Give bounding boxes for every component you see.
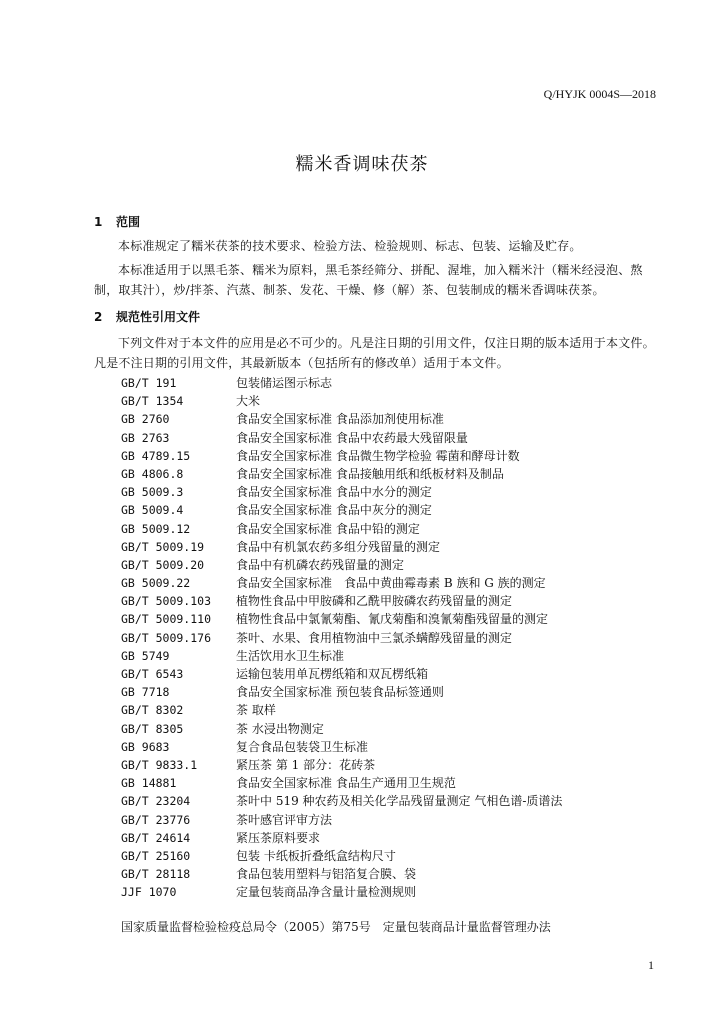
- page-number: 1: [648, 958, 654, 972]
- reference-row: [121, 647, 562, 665]
- reference-row: [121, 665, 562, 683]
- section-2-number: 2: [94, 310, 103, 324]
- reference-title: 茶叶感官评审方法: [236, 812, 333, 827]
- reference-code: GB 2763: [121, 430, 170, 445]
- reference-row: [121, 392, 562, 410]
- reference-code: GB 14881: [121, 776, 177, 791]
- reference-code: GB/T 8305: [121, 721, 184, 736]
- reference-title: 食品安全国家标准 食品生产通用卫生规范: [236, 776, 456, 791]
- reference-title: 植物性食品中氯氰菊酯、氰戊菊酯和溴氰菊酯残留量的测定: [236, 612, 549, 627]
- section-2-heading: [94, 308, 200, 325]
- reference-title: 食品安全国家标准 食品中水分的测定: [236, 485, 432, 500]
- reference-row: [121, 847, 562, 865]
- reference-title: 生活饮用水卫生标准: [236, 648, 345, 663]
- reference-title: 食品安全国家标准 食品接触用纸和纸板材料及制品: [236, 466, 504, 481]
- section-2-title: 规范性引用文件: [116, 310, 201, 324]
- reference-title: 茶 取样: [236, 703, 276, 718]
- reference-code: GB 5009.22: [121, 576, 191, 591]
- reference-code: GB/T 23204: [121, 794, 191, 809]
- reference-code: GB/T 5009.19: [121, 539, 205, 554]
- reference-title: 植物性食品中甲胺磷和乙酰甲胺磷农药残留量的测定: [236, 594, 513, 609]
- section-1-heading: [94, 213, 140, 230]
- reference-code: GB/T 5009.20: [121, 557, 205, 572]
- reference-row: [121, 374, 562, 392]
- reference-title: 食品安全国家标准 预包装食品标签通则: [236, 685, 444, 700]
- reference-title: 食品安全国家标准 食品微生物学检验 霉菌和酵母计数: [236, 448, 520, 463]
- reference-code: GB/T 5009.103: [121, 594, 212, 609]
- reference-code: GB/T 191: [121, 376, 177, 390]
- reference-title: 食品安全国家标准 食品中铅的测定: [236, 521, 420, 536]
- reference-list: [121, 374, 562, 901]
- reference-row: [121, 465, 562, 483]
- reference-title: 食品包装用塑料与铝箔复合膜、袋: [236, 867, 417, 882]
- reference-code: GB 4789.15: [121, 448, 191, 463]
- reference-row: [121, 811, 562, 829]
- document-title: 糯米香调味茯茶: [295, 154, 429, 175]
- reference-title: 大米: [236, 394, 261, 409]
- reference-code: GB/T 24614: [121, 830, 191, 845]
- reference-row: [121, 720, 562, 738]
- reference-row: [121, 829, 562, 847]
- section-1-paragraph-1: 本标准规定了糯米茯茶的技术要求、检验方法、检验规则、标志、包装、运输及贮存。: [118, 239, 582, 253]
- reference-row: [121, 792, 562, 810]
- reference-code: GB 5009.3: [121, 485, 184, 500]
- reference-title: 食品安全国家标准 食品添加剂使用标准: [236, 412, 444, 427]
- reference-row: [121, 683, 562, 701]
- reference-row: [121, 520, 562, 538]
- reference-code: GB 5009.4: [121, 503, 184, 518]
- reference-row: [121, 447, 562, 465]
- reference-title: 茶叶中 519 种农药及相关化学品残留量测定 气相色谱-质谱法: [236, 794, 563, 809]
- reference-code: JJF 1070: [121, 885, 177, 900]
- reference-row: [121, 865, 562, 883]
- reference-code: GB 5009.12: [121, 521, 191, 536]
- reference-title: 紧压茶原料要求: [236, 830, 321, 845]
- reference-code: GB 7718: [121, 685, 170, 700]
- reference-row: [121, 429, 562, 447]
- reference-row: [121, 883, 562, 901]
- reference-title: 食品安全国家标准 食品中黄曲霉毒素 B 族和 G 族的测定: [236, 576, 546, 591]
- reference-row: [121, 774, 562, 792]
- reference-row: [121, 592, 562, 610]
- reference-title: 食品安全国家标准 食品中灰分的测定: [236, 503, 432, 518]
- reference-code: GB 9683: [121, 739, 170, 754]
- reference-code: GB/T 9833.1: [121, 757, 198, 772]
- reference-row: [121, 756, 562, 774]
- reference-code: GB 4806.8: [121, 466, 184, 481]
- reference-row: [121, 701, 562, 719]
- reference-title: 茶 水浸出物测定: [236, 721, 324, 736]
- reference-title: 包装 卡纸板折叠纸盒结构尺寸: [236, 848, 396, 863]
- reference-row: [121, 629, 562, 647]
- reference-row: [121, 501, 562, 519]
- reference-code: GB/T 28118: [121, 867, 191, 882]
- reference-code: GB 5749: [121, 648, 170, 663]
- reference-title: 复合食品包装袋卫生标准: [236, 739, 369, 754]
- reference-code: GB/T 5009.110: [121, 612, 212, 627]
- reference-row: [121, 556, 562, 574]
- reference-row: [121, 538, 562, 556]
- reference-title: 茶叶、水果、食用植物油中三氯杀螨醇残留量的测定: [236, 630, 513, 645]
- section-2-paragraph-1: 下列文件对于本文件的应用是必不可少的。凡是注日期的引用文件，仅注日期的版本适用于本文件。凡是不注日期的引用文件，其最新版本（包括所有的修改单）适用于本文件。: [94, 336, 655, 370]
- standard-code: Q/HYJK 0004S—2018: [543, 87, 656, 101]
- reference-regulation: 国家质量监督检验检疫总局令（2005）第75号 定量包装商品计量监督管理办法: [121, 920, 551, 934]
- reference-code: GB/T 1354: [121, 394, 184, 409]
- reference-title: 紧压茶 第 1 部分：花砖茶: [236, 757, 376, 772]
- reference-code: GB/T 6543: [121, 667, 184, 681]
- reference-row: [121, 410, 562, 428]
- reference-row: [121, 483, 562, 501]
- reference-code: GB/T 5009.176: [121, 630, 212, 645]
- reference-title: 定量包装商品净含量计量检测规则: [236, 885, 417, 900]
- reference-code: GB/T 25160: [121, 848, 191, 863]
- reference-row: [121, 610, 562, 628]
- reference-row: [121, 738, 562, 756]
- reference-row: [121, 574, 562, 592]
- reference-code: GB/T 23776: [121, 812, 191, 827]
- reference-code: GB/T 8302: [121, 703, 184, 718]
- section-1-number: 1: [94, 215, 103, 229]
- section-1-title: 范围: [116, 215, 141, 229]
- reference-code: GB 2760: [121, 412, 170, 427]
- section-1-paragraph-2: 本标准适用于以黑毛茶、糯米为原料，黑毛茶经筛分、拼配、渥堆，加入糯米汁（糯米经浸泡、熬制，取其汁），炒/拌茶、汽蒸、制茶、发花、干燥、修（解）茶、包装制成的糯米香调味茯茶。: [94, 263, 643, 297]
- reference-title: 食品安全国家标准 食品中农药最大残留限量: [236, 430, 468, 445]
- reference-title: 运输包装用单瓦楞纸箱和双瓦楞纸箱: [236, 667, 429, 681]
- reference-title: 食品中有机氯农药多组分残留量的测定: [236, 539, 441, 554]
- reference-title: 包装储运图示标志: [236, 376, 333, 390]
- reference-title: 食品中有机磷农药残留量的测定: [236, 557, 405, 572]
